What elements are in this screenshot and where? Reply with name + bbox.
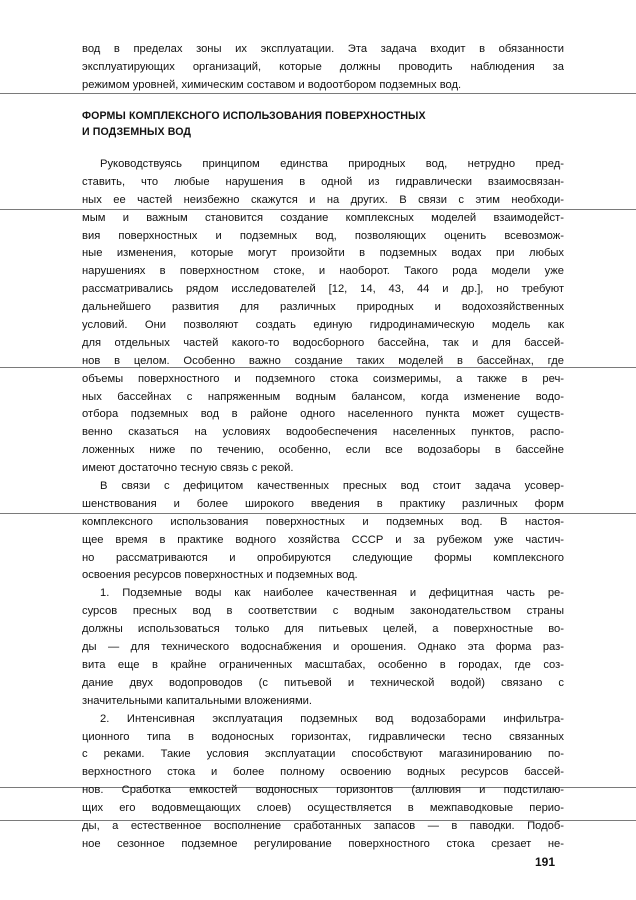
text-line: объемы поверхностного и подземного стока соизмеримы, а также в реч- xyxy=(82,372,564,385)
text-line: нов в целом. Особенно важно создание таких моделей в бассейнах, где xyxy=(82,354,564,367)
text-line: Руководствуясь принципом единства природных вод, нетрудно пред- xyxy=(100,158,564,170)
paragraph-1 xyxy=(82,156,564,854)
text-line: с реками. Такие условия эксплуатации способствуют магазинированию по- xyxy=(82,748,564,761)
text-line: ные изменения, которые могут произойти в подземных водах при любых xyxy=(82,247,564,260)
text-line: но рассматриваются и опробируются следующие формы комплексного xyxy=(82,551,564,564)
text-line: венно сказаться на условиях водообеспечения населенных пунктов, распо- xyxy=(82,426,564,439)
text-line: ставить, что любые нарушения в одной из гидравлически взаимосвязан- xyxy=(82,175,564,188)
text-line: условий. Они позволяют создать единую гидродинамическую модель как xyxy=(82,319,564,332)
text-line: ных бассейнах с напряженным водным балансом, когда изменение водо- xyxy=(82,390,564,403)
text-line: В связи с дефицитом качественных пресных вод стоит задача усовер- xyxy=(100,480,564,493)
text-line: рассматривались рядом исследователей [12, 14, 43, 44 и др.], но требуют xyxy=(82,283,564,296)
text-line: комплексного использования поверхностных и подземных вод. В настоя- xyxy=(82,515,564,528)
text-line: режимом уровней, химическим составом и водоотбором подземных вод. xyxy=(82,78,462,91)
text-line: ционного типа в водоносных горизонтах, гидравлически тесно связанных xyxy=(82,730,564,743)
text-line: ды, а естественное восполнение сработанных запасов — в паводки. Подоб- xyxy=(82,819,564,832)
text-line: верхностного стока и более полному освоению водных ресурсов бассей- xyxy=(82,766,564,779)
text-line: щее время в практике водного хозяйства СССР и за рубежом уже частич- xyxy=(82,533,564,546)
text-line: вод в пределах зоны их эксплуатации. Эта задача входит в обязанности xyxy=(82,43,564,55)
top-paragraph xyxy=(82,41,564,95)
text-line: эксплуатирующих организаций, которые должны проводить наблюдения за xyxy=(82,60,564,73)
text-line: ложенных ниже по течению, особенно, если все водозаборы в бассейне xyxy=(82,444,564,457)
text-line: ды — для технического водоснабжения и орошения. Однако эта форма раз- xyxy=(82,641,564,654)
text-line: ное сезонное подземное регулирование поверхностного стока срезает не- xyxy=(82,837,564,850)
heading-line: И ПОДЗЕМНЫХ ВОД xyxy=(82,126,192,138)
text-line: ных ее частей неизбежно скажутся и на других. В связи с этим необходи- xyxy=(82,193,564,206)
text-line: освоения ресурсов поверхностных и подземных вод. xyxy=(82,569,358,582)
page-number: 191 xyxy=(535,855,556,869)
text-line: нарушениях в поверхностном стоке, и наоборот. Такого рода модели уже xyxy=(82,265,564,278)
text-line: сурсов пресных вод в соответствии с водным законодательством страны xyxy=(82,605,564,618)
text-line: шенствования и более широкого введения в практику различных форм xyxy=(82,497,564,510)
text-line: 1. Подземные воды как наиболее качественная и дефицитная часть ре- xyxy=(100,587,564,600)
text-line: дание двух водопроводов (с питьевой и технической водой) связано с xyxy=(82,676,564,689)
text-line: нов. Сработка емкостей водоносных горизонтов (аллювия и подстилаю- xyxy=(82,784,564,797)
text-line: для отдельных частей какого-то водосборного бассейна, так и для бассей- xyxy=(82,336,564,349)
text-line: щих его водовмещающих слоев) осуществляется в межпаводковые перио- xyxy=(82,802,564,815)
heading-line: ФОРМЫ КОМПЛЕКСНОГО ИСПОЛЬЗОВАНИЯ ПОВЕРХНОСТНЫХ xyxy=(82,110,426,122)
text-line: вита еще в крайне ограниченных масштабах, особенно в городах, где соз- xyxy=(82,658,564,671)
text-line: отбора подземных вод в районе одного населенного пункта может существ- xyxy=(82,408,564,421)
text-line: 2. Интенсивная эксплуатация подземных вод водозаборами инфильтра- xyxy=(100,712,564,725)
text-line: должны использоваться только для питьевых целей, а поверхностные во- xyxy=(82,623,564,636)
text-line: мым и важным становится создание комплексных моделей взаимодейст- xyxy=(82,211,564,224)
text-line: вия поверхностных и подземных вод, позволяющих оценить всевозмож- xyxy=(82,229,564,242)
section-heading xyxy=(82,108,564,140)
text-line: значительными капитальными вложениями. xyxy=(82,694,313,707)
text-line: дальнейшего развития для различных природных и водохозяйственных xyxy=(82,301,564,314)
text-line: имеют достаточно тесную связь с рекой. xyxy=(82,462,294,475)
